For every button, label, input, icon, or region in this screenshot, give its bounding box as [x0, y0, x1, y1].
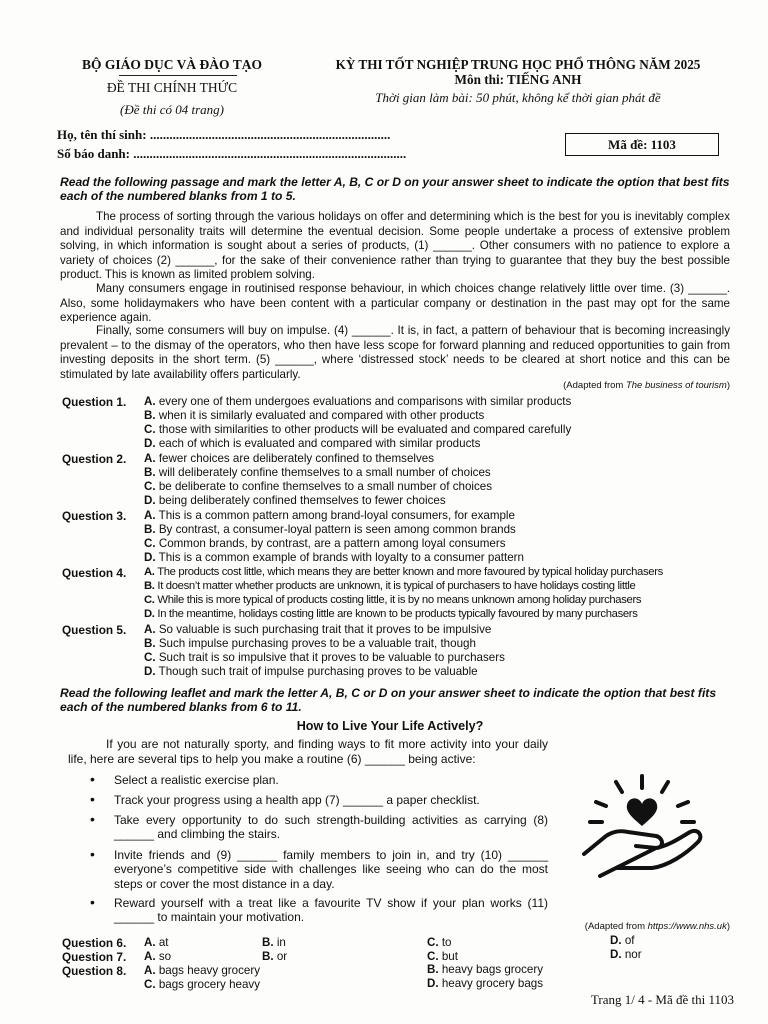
option-text: heavy bags grocery: [441, 963, 544, 976]
option-b[interactable]: [144, 523, 516, 536]
option-b[interactable]: [144, 409, 484, 422]
option-letter: B.: [144, 409, 156, 422]
option-text: every one of them undergoes evaluations and comparisons with similar products: [158, 395, 572, 408]
option-letter: D.: [610, 934, 622, 947]
option-d[interactable]: [427, 977, 543, 990]
question-label: Question 3.: [62, 509, 127, 523]
option-a[interactable]: [144, 509, 515, 522]
section1-instruction: Read the following passage and mark the letter A, B, C or D on your answer sheet to indicate the option that best fits each of the numbered blanks from 1 to 5.: [60, 175, 730, 204]
option-b[interactable]: [427, 963, 543, 976]
option-a[interactable]: [144, 950, 171, 963]
tip-item: Reward yourself with a treat like a favourite TV show if your plan works (11) ______ to maintain your motivation.: [114, 896, 548, 925]
option-a[interactable]: [144, 936, 169, 949]
option-c[interactable]: [144, 423, 571, 436]
option-letter: C.: [144, 594, 155, 606]
option-letter: B.: [427, 963, 439, 976]
option-d[interactable]: [144, 494, 446, 507]
option-text: being deliberately confined themselves to fewer choices: [158, 494, 446, 507]
option-b[interactable]: [144, 466, 491, 479]
official-label: ĐỀ THI CHÍNH THỨC: [106, 80, 238, 95]
option-letter: A.: [144, 936, 156, 949]
exam-code-box: Mã đề: 1103: [565, 133, 719, 156]
option-letter: D.: [144, 494, 156, 507]
option-letter: B.: [144, 523, 156, 536]
option-text: bags heavy grocery: [158, 964, 261, 977]
exam-subject: Môn thi: TIẾNG ANH: [454, 72, 582, 87]
option-letter: B.: [144, 466, 156, 479]
option-text: This is a common pattern among brand-loyal consumers, for example: [158, 509, 515, 522]
option-c[interactable]: [144, 651, 505, 664]
option-letter: B.: [144, 580, 155, 592]
option-d[interactable]: [610, 948, 642, 961]
option-letter: C.: [144, 423, 156, 436]
option-letter: C.: [144, 651, 156, 664]
candidate-name-line: Họ, tên thí sinh: ..........................................................................: [57, 127, 391, 142]
option-b[interactable]: [262, 950, 287, 963]
tip-item: Track your progress using a health app (7) ______ a paper checklist.: [114, 793, 480, 807]
source-title: The business of tourism: [625, 380, 727, 391]
option-letter: D.: [427, 977, 439, 990]
option-letter: B.: [262, 936, 274, 949]
question-label: Question 5.: [62, 623, 127, 637]
question-label: Question 1.: [62, 395, 127, 409]
option-c[interactable]: [427, 950, 458, 963]
option-text: be deliberate to confine themselves to a small number of choices: [158, 480, 493, 493]
option-text: Such trait is so impulsive that it proves to be valuable to purchasers: [158, 651, 505, 664]
option-letter: A.: [144, 964, 156, 977]
option-letter: C.: [144, 978, 156, 991]
option-text: fewer choices are deliberately confined to themselves: [158, 452, 435, 465]
option-text: when it is similarly evaluated and compared with other products: [158, 409, 485, 422]
bullet-icon: •: [90, 894, 95, 910]
option-letter: B.: [262, 950, 274, 963]
exam-time: Thời gian làm bài: 50 phút, không kể thời gian phát đề: [375, 90, 661, 105]
option-d[interactable]: [144, 437, 480, 450]
option-a[interactable]: [144, 964, 260, 977]
option-c[interactable]: [144, 480, 492, 493]
option-letter: D.: [144, 437, 156, 450]
option-text: heavy grocery bags: [441, 977, 544, 990]
option-text: Such impulse purchasing proves to be a valuable trait, though: [158, 637, 476, 650]
option-text: So valuable is such purchasing trait that it proves to be impulsive: [158, 623, 492, 636]
option-letter: A.: [144, 950, 156, 963]
option-text: at: [158, 936, 169, 949]
option-a[interactable]: [144, 566, 663, 578]
option-text: to: [441, 936, 452, 949]
ministry-underline: [119, 75, 237, 76]
option-c[interactable]: [427, 936, 452, 949]
option-letter: C.: [427, 950, 439, 963]
leaflet-title: How to Live Your Life Actively?: [296, 719, 484, 733]
option-d[interactable]: [144, 551, 524, 564]
option-text: In the meantime, holidays costing little are known to be products typically favoured by many purchasers: [157, 608, 638, 620]
tip-item: Invite friends and (9) ______ family members to join in, and try (10) ______ everyone’s competitive side with challenges like seeing who can do the most steps or cover the most distance in a day.: [114, 848, 548, 891]
leaflet-intro: If you are not naturally sporty, and finding ways to fit more activity into your daily life, here are several tips to help you make a routine (6) ______ being active:: [68, 737, 548, 766]
option-d[interactable]: [144, 665, 478, 678]
passage-paragraph-3: Finally, some consumers will buy on impulse. (4) ______. It is, in fact, a pattern of behaviour that is becoming increasingly prevalent – to the dismay of the operators, who then have less scope for forward planning and reduced opportunities to gain from investing deposits in the short term. (5) ______, where ‘distressed stock’ needs to be cleared at short notice and this can be stimulated by late availability offers particularly.: [60, 324, 730, 381]
option-text: nor: [624, 948, 642, 961]
option-text: While this is more typical of products costing little, it is by no means unknown among holiday purchasers: [157, 594, 642, 606]
source-title: https://www.nhs.uk: [647, 921, 727, 932]
option-text: or: [276, 950, 288, 963]
option-text: By contrast, a consumer-loyal pattern is seen among common brands: [158, 523, 516, 536]
option-text: so: [158, 950, 172, 963]
passage-source: [480, 380, 730, 391]
option-text: of: [624, 934, 635, 947]
passage-paragraph-1: The process of sorting through the various holidays on offer and determining which is the best for you is inevitably complex and individual personality traits will determine the eventual decision. Some people undertake a process of extensive problem solving, in which information is sought about a series of products, (1) ______. Other consumers with no patience to explore a variety of choices (2) ______, for the sake of their convenience rather than trying to guarantee that they buy the best possible product. This is known as limited problem solving.: [60, 210, 730, 281]
option-text: Though such trait of impulse purchasing proves to be valuable: [158, 665, 478, 678]
option-text: This is a common example of brands with loyalty to a consumer pattern: [158, 551, 524, 564]
question-label: Question 6.: [62, 936, 127, 950]
pages-note: (Đề thi có 04 trang): [120, 102, 224, 117]
option-text: bags grocery heavy: [158, 978, 261, 991]
option-a[interactable]: [144, 395, 571, 408]
option-text: each of which is evaluated and compared with similar products: [158, 437, 481, 450]
option-text: The products cost little, which means they are better known and more favoured by typical holiday purchasers: [157, 566, 663, 578]
question-label: Question 7.: [62, 950, 127, 964]
tip-item: Select a realistic exercise plan.: [114, 773, 279, 787]
exam-title: KỲ THI TỐT NGHIỆP TRUNG HỌC PHỔ THÔNG NĂM 2025: [335, 57, 701, 72]
option-b[interactable]: [144, 637, 476, 650]
option-c[interactable]: [144, 978, 260, 991]
section2-instruction: Read the following leaflet and mark the letter A, B, C or D on your answer sheet to indicate the option that best fits each of the numbered blanks from 6 to 11.: [60, 686, 717, 715]
option-letter: B.: [144, 637, 156, 650]
leaflet-source: [560, 921, 730, 932]
candidate-id-line: Số báo danh: ....................................................................................: [57, 146, 407, 161]
option-letter: D.: [144, 665, 156, 678]
option-letter: A.: [144, 623, 156, 636]
bullet-icon: •: [90, 811, 95, 827]
option-letter: A.: [144, 452, 156, 465]
option-text: in: [276, 936, 286, 949]
hand-heart-icon: [572, 772, 712, 882]
ministry-name: BỘ GIÁO DỤC VÀ ĐÀO TẠO: [82, 57, 262, 72]
tip-item: Take every opportunity to do such strength-building activities as carrying (8) ______ and climbing the stairs.: [114, 813, 548, 842]
option-a[interactable]: [144, 623, 491, 636]
option-c[interactable]: [144, 537, 506, 550]
option-d[interactable]: [144, 608, 638, 620]
option-letter: A.: [144, 509, 156, 522]
page-footer: Trang 1/ 4 - Mã đề thi 1103: [590, 992, 734, 1007]
source-suffix: ): [726, 921, 730, 932]
option-letter: D.: [144, 608, 155, 620]
source-prefix: (Adapted from: [563, 380, 626, 391]
bullet-icon: •: [90, 771, 95, 787]
bullet-icon: •: [90, 846, 95, 862]
option-text: those with similarities to other products will be evaluated and compared carefully: [158, 423, 572, 436]
option-text: Common brands, by contrast, are a pattern among loyal consumers: [158, 537, 506, 550]
passage-paragraph-2: Many consumers engage in routinised response behaviour, in which choices change relatively little over time. (3) ______. Also, some holidaymakers who have been content with a particular company or destination in the past may opt for the same experience again.: [60, 282, 730, 324]
option-letter: C.: [144, 537, 156, 550]
question-label: Question 8.: [62, 964, 127, 978]
option-b[interactable]: [144, 580, 635, 592]
option-b[interactable]: [262, 936, 286, 949]
option-letter: A.: [144, 566, 155, 578]
option-letter: D.: [610, 948, 622, 961]
option-d[interactable]: [610, 934, 635, 947]
option-c[interactable]: [144, 594, 641, 606]
source-suffix: ): [726, 380, 730, 391]
option-text: will deliberately confine themselves to a small number of choices: [158, 466, 491, 479]
option-text: It doesn’t matter whether products are unknown, it is typical of purchasers to have holidays costing little: [157, 580, 636, 592]
source-prefix: (Adapted from: [584, 921, 648, 932]
question-label: Question 2.: [62, 452, 127, 466]
option-a[interactable]: [144, 452, 434, 465]
option-letter: C.: [427, 936, 439, 949]
option-letter: A.: [144, 395, 156, 408]
question-label: Question 4.: [62, 566, 127, 580]
bullet-icon: •: [90, 791, 95, 807]
option-letter: C.: [144, 480, 156, 493]
option-text: but: [441, 950, 458, 963]
option-letter: D.: [144, 551, 156, 564]
